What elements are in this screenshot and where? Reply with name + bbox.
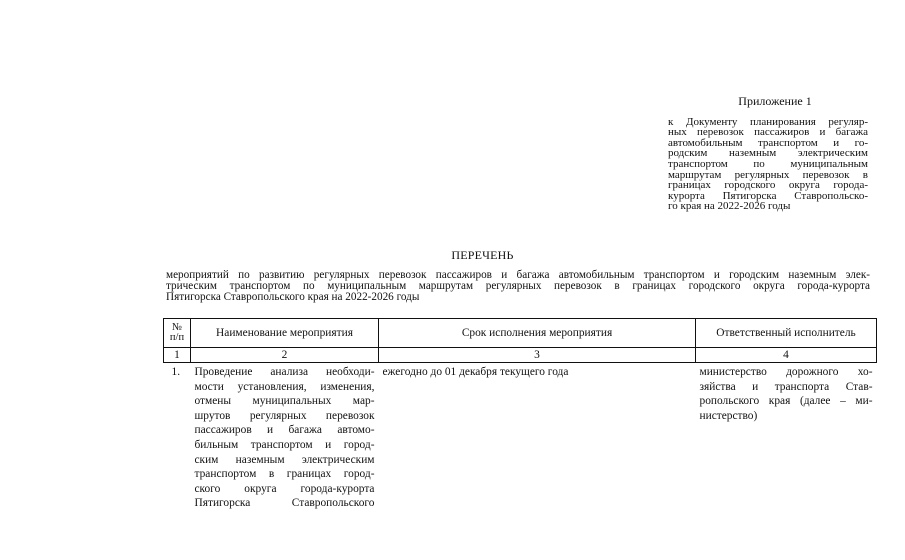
measures-table: [163, 318, 877, 511]
appendix-label: Приложение 1: [738, 94, 812, 108]
row-executor: [696, 363, 877, 511]
header-measure-name: Наименование мероприятия: [191, 319, 379, 348]
name-line: Проведение анализа необходи-: [194, 366, 375, 378]
table-row: [164, 363, 877, 511]
name-line: бильным транспортом и город-: [194, 438, 375, 451]
appendix-line: маршрутам регулярных перевозок в: [668, 168, 868, 181]
appendix-line: к Документу планирования регуляр-: [668, 115, 868, 128]
appendix-line: ных перевозок пассажиров и багажа: [668, 126, 868, 139]
name-line: транспортом в границах город-: [194, 468, 375, 481]
executor-line: нистерство): [699, 409, 758, 422]
name-line: шрутов регулярных перевозок: [194, 409, 375, 422]
table-header-row: [164, 319, 877, 348]
name-line: мости установления, изменения,: [194, 380, 375, 393]
row-deadline: ежегодно до 01 декабря текущего года: [382, 366, 569, 378]
appendix-block: [668, 96, 868, 212]
appendix-line: го края на 2022-2026 годы: [668, 200, 791, 213]
appendix-line: транспортом по муниципальным: [668, 157, 868, 170]
column-index: 3: [379, 348, 696, 363]
intro-line: Пятигорска Ставропольского края на 2022-2026 годы: [166, 290, 420, 303]
name-line: ского округа города-курорта: [194, 482, 375, 495]
column-index: 1: [164, 348, 191, 363]
appendix-line: автомобильным транспортом и го-: [668, 136, 868, 149]
executor-line: министерство дорожного хо-: [699, 366, 873, 378]
name-line: пассажиров и багажа автомо-: [194, 424, 375, 437]
name-line: ским наземным электрическим: [194, 453, 375, 466]
document-title: ПЕРЕЧЕНЬ: [451, 248, 514, 262]
appendix-line: границах городского округа города-: [668, 179, 868, 192]
document-intro: [166, 270, 870, 302]
header-number-top: №: [171, 322, 183, 333]
header-deadline: Срок исполнения мероприятия: [379, 319, 696, 348]
column-index: 4: [696, 348, 877, 363]
column-index-row: [164, 348, 877, 363]
header-number: [164, 319, 191, 348]
name-line: отмены муниципальных мар-: [194, 395, 375, 408]
header-executor: Ответственный исполнитель: [696, 319, 877, 348]
executor-line: зяйства и транспорта Став-: [699, 380, 873, 393]
executor-line: ропольского края (далее – ми-: [699, 395, 873, 408]
appendix-line: родским наземным электрическим: [668, 147, 868, 160]
column-index: 2: [191, 348, 379, 363]
name-line: Пятигорска Ставропольского: [194, 497, 375, 510]
appendix-line: курорта Пятигорска Ставропольско-: [668, 189, 868, 202]
intro-line: мероприятий по развитию регулярных перевозок пассажиров и багажа автомобильным транспортом и городским наземным элек-: [166, 269, 870, 281]
row-measure-name: [191, 363, 379, 511]
row-number: 1.: [171, 366, 181, 378]
intro-line: трическим транспортом по муниципальным маршрутам регулярных перевозок в границах городского округа города-курорта: [166, 279, 870, 292]
header-number-bottom: п/п: [169, 332, 185, 343]
